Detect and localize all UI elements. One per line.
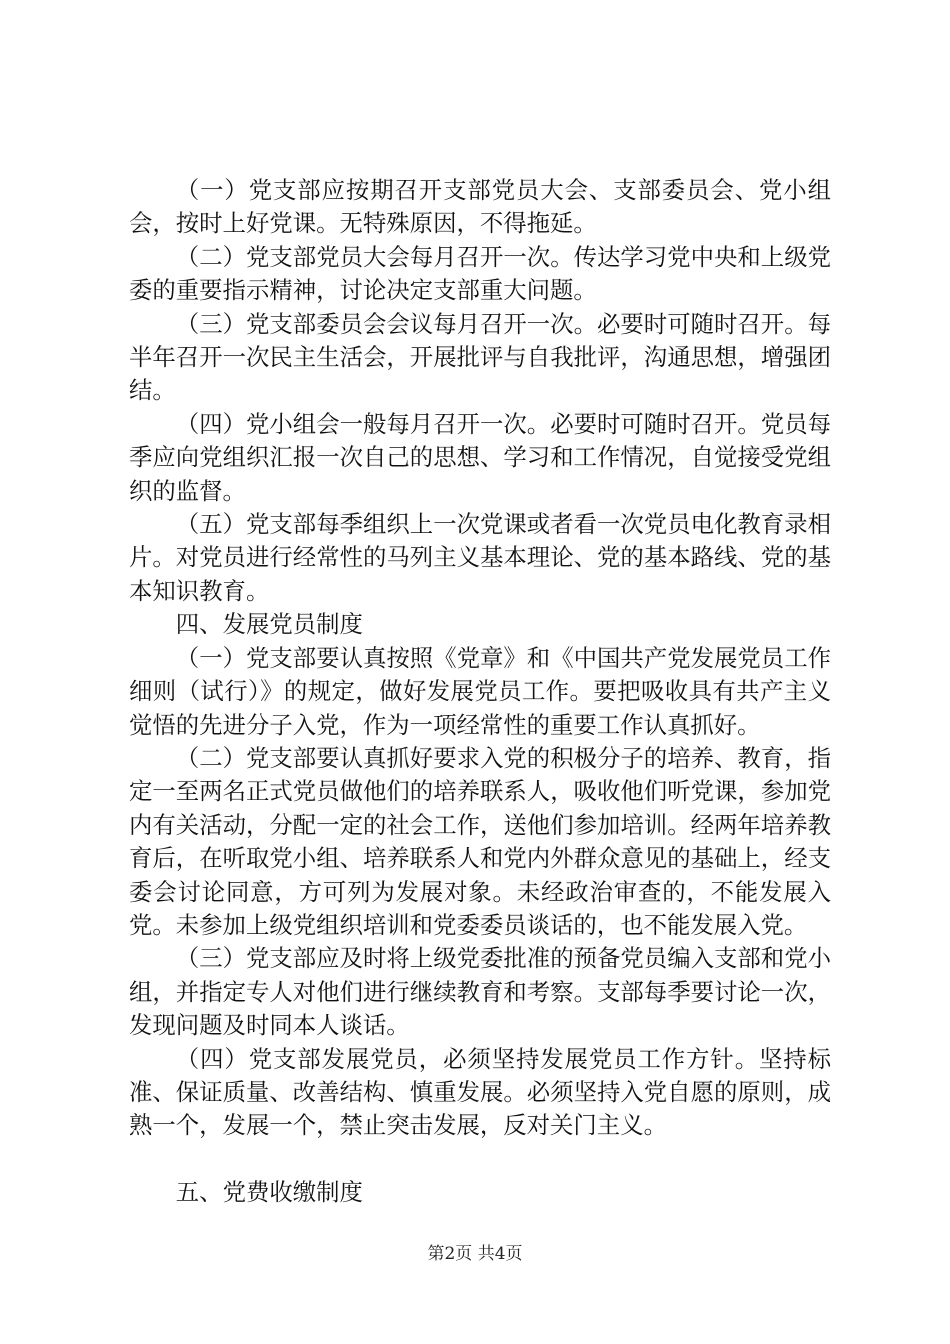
paragraph-meetings-5: （五）党支部每季组织上一次党课或者看一次党员电化教育录相片。对党员进行经常性的马列主义基本理论、党的基本路线、党的基本知识教育。: [129, 510, 831, 605]
paragraph-membership-2: （二）党支部要认真抓好要求入党的积极分子的培养、教育，指定一至两名正式党员做他们的培养联系人，吸收他们听党课，参加党内有关活动，分配一定的社会工作，送他们参加培训。经两年培养教育后，在听取党小组、培养联系人和党内外群众意见的基础上，经支委会讨论同意，方可列为发展对象。未经政治审查的，不能发展入党。未参加上级党组织培训和党委委员谈话的，也不能发展入党。: [129, 743, 831, 939]
paragraph-membership-4: （四）党支部发展党员，必须坚持发展党员工作方针。坚持标准、保证质量、改善结构、慎重发展。必须坚持入党自愿的原则，成熟一个，发展一个，禁止突击发展，反对关门主义。: [129, 1044, 831, 1140]
paragraph-membership-3: （三）党支部应及时将上级党委批准的预备党员编入支部和党小组，并指定专人对他们进行继续教育和考察。支部每季要讨论一次，发现问题及时同本人谈话。: [129, 944, 831, 1040]
paragraph-meetings-3: （三）党支部委员会会议每月召开一次。必要时可随时召开。每半年召开一次民主生活会，开展批评与自我批评，沟通思想，增强团结。: [129, 309, 831, 405]
paragraph-meetings-2: （二）党支部党员大会每月召开一次。传达学习党中央和上级党委的重要指示精神，讨论决定支部重大问题。: [129, 242, 831, 305]
paragraph-meetings-1: （一）党支部应按期召开支部党员大会、支部委员会、党小组会，按时上好党课。无特殊原因，不得拖延。: [129, 176, 831, 238]
section-spacer: [129, 1143, 831, 1176]
paragraph-meetings-4: （四）党小组会一般每月召开一次。必要时可随时召开。党员每季应向党组织汇报一次自己的思想、学习和工作情况，自觉接受党组织的监督。: [129, 409, 831, 505]
page-number-footer: 第2页 共4页: [427, 1244, 523, 1264]
paragraph-membership-1: （一）党支部要认真按照《党章》和《中国共产党发展党员工作细则（试行）》的规定，做好发展党员工作。要把吸收具有共产主义觉悟的先进分子入党，作为一项经常性的重要工作认真抓好。: [129, 643, 831, 739]
section-heading-membership: 四、发展党员制度: [175, 610, 363, 639]
section-heading-dues: 五、党费收缴制度: [175, 1177, 363, 1206]
document-body: [129, 174, 831, 1209]
